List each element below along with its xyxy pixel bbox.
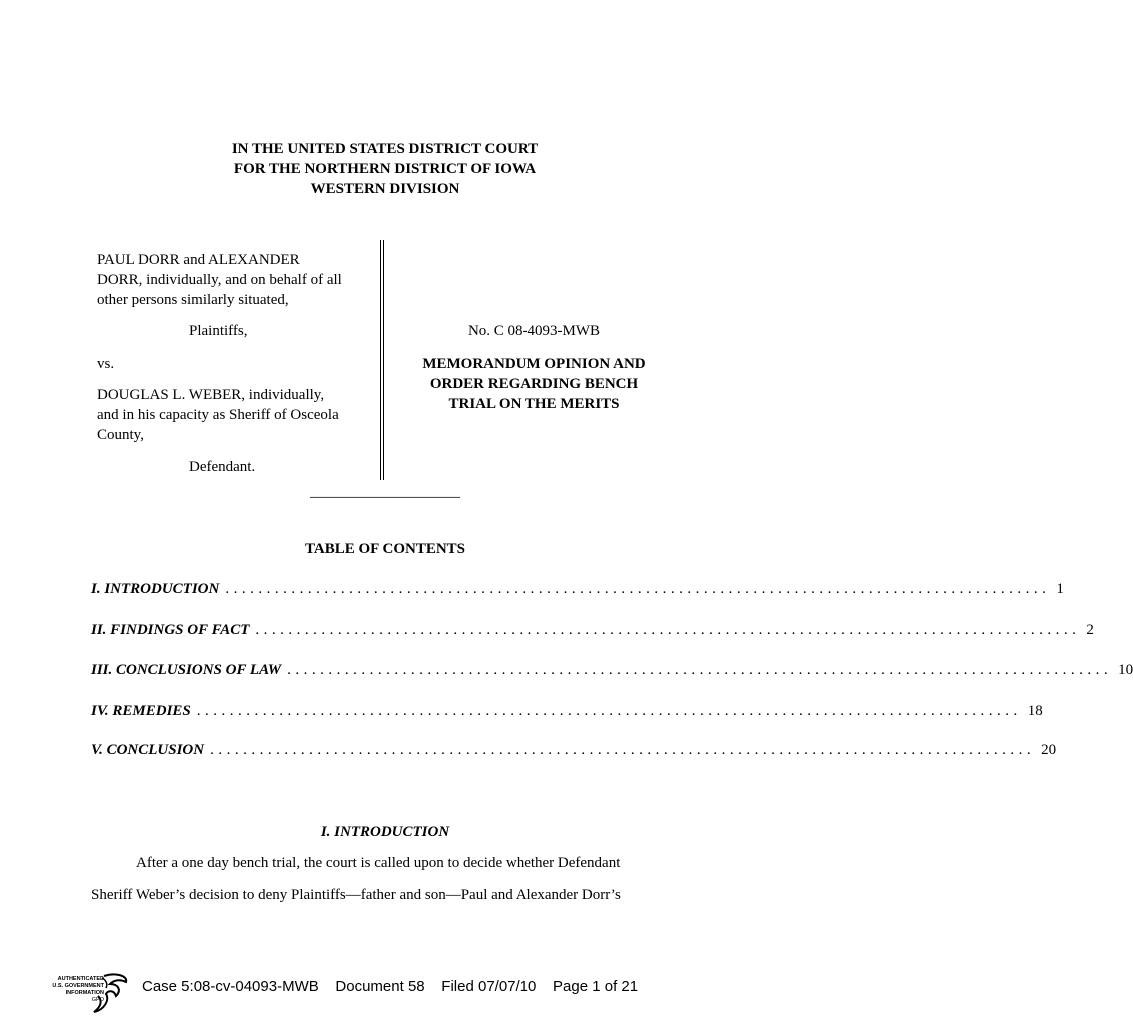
gpo-logo-line: GPO (91, 997, 104, 1003)
gpo-logo-text (44, 976, 104, 1004)
defendant-line: DOUGLAS L. WEBER, individually, (97, 387, 325, 403)
defendant-names (97, 385, 339, 445)
gpo-logo-line: U.S. GOVERNMENT (52, 983, 104, 989)
section-heading: I. INTRODUCTION (320, 824, 450, 840)
caption-separator: ____________________ (310, 484, 460, 500)
toc-leader-dots: .................................................................................................... (287, 662, 1113, 678)
toc-entry-page: 10 (1118, 662, 1133, 678)
body-paragraph-line: Sheriff Weber’s decision to deny Plaintiffs—father and son—Paul and Alexander Dorr’s (91, 887, 621, 903)
gpo-logo-line: AUTHENTICATED (57, 976, 104, 982)
defendant-line: and in his capacity as Sheriff of Osceola (97, 407, 339, 423)
toc-entry-label: V. CONCLUSION (91, 742, 205, 758)
page-footer (142, 978, 638, 995)
plaintiffs-line: other persons similarly situated, (97, 292, 289, 308)
gpo-logo-line: INFORMATION (65, 990, 104, 996)
toc-heading: TABLE OF CONTENTS (304, 541, 466, 557)
toc-entry-findings-of-fact[interactable] (91, 622, 1094, 642)
toc-leader-dots: .................................................................................................... (255, 622, 1081, 638)
toc-entry-page: 20 (1041, 742, 1057, 758)
toc-entry-label: IV. REMEDIES (91, 703, 191, 719)
toc-entry-conclusion[interactable] (91, 742, 1057, 762)
toc-entry-page: 2 (1086, 622, 1094, 638)
versus-label: vs. (97, 356, 115, 372)
toc-entry-remedies[interactable] (91, 703, 1043, 723)
plaintiffs-line: PAUL DORR and ALEXANDER (97, 252, 300, 268)
toc-leader-dots: .................................................................................................... (210, 742, 1036, 758)
defendant-role: Defendant. (189, 459, 256, 475)
toc-entry-introduction[interactable] (91, 581, 1064, 601)
footer-case-number: Case 5:08-cv-04093-MWB (142, 978, 319, 995)
body-paragraph-line: After a one day bench trial, the court is called upon to decide whether Defendant (136, 855, 621, 871)
court-name-line-1: IN THE UNITED STATES DISTRICT COURT (231, 141, 539, 157)
document-title-line: ORDER REGARDING BENCH (429, 376, 639, 392)
toc-entry-conclusions-of-law[interactable] (91, 662, 1133, 682)
case-number: No. C 08-4093-MWB (467, 323, 601, 339)
document-title-line: MEMORANDUM OPINION AND (422, 356, 646, 372)
toc-entry-page: 1 (1056, 581, 1064, 597)
court-name-line-2: FOR THE NORTHERN DISTRICT OF IOWA (233, 161, 537, 177)
gpo-authentication-logo (44, 970, 134, 1016)
toc-leader-dots: .................................................................................................... (225, 581, 1051, 597)
footer-filed-date: Filed 07/07/10 (441, 978, 537, 995)
toc-entry-label: I. INTRODUCTION (91, 581, 220, 597)
toc-entry-label: II. FINDINGS OF FACT (91, 622, 250, 638)
plaintiffs-names (97, 250, 342, 310)
document-title (384, 354, 684, 414)
footer-page-number: Page 1 of 21 (553, 978, 639, 995)
document-title-line: TRIAL ON THE MERITS (448, 396, 620, 412)
court-division: WESTERN DIVISION (310, 181, 460, 197)
toc-entry-page: 18 (1027, 703, 1043, 719)
defendant-line: County, (97, 427, 144, 443)
footer-document-number: Document 58 (335, 978, 425, 995)
toc-entry-label: III. CONCLUSIONS OF LAW (91, 662, 282, 678)
plaintiffs-line: DORR, individually, and on behalf of all (97, 272, 342, 288)
toc-leader-dots: .................................................................................................... (196, 703, 1022, 719)
plaintiffs-role: Plaintiffs, (189, 323, 248, 339)
